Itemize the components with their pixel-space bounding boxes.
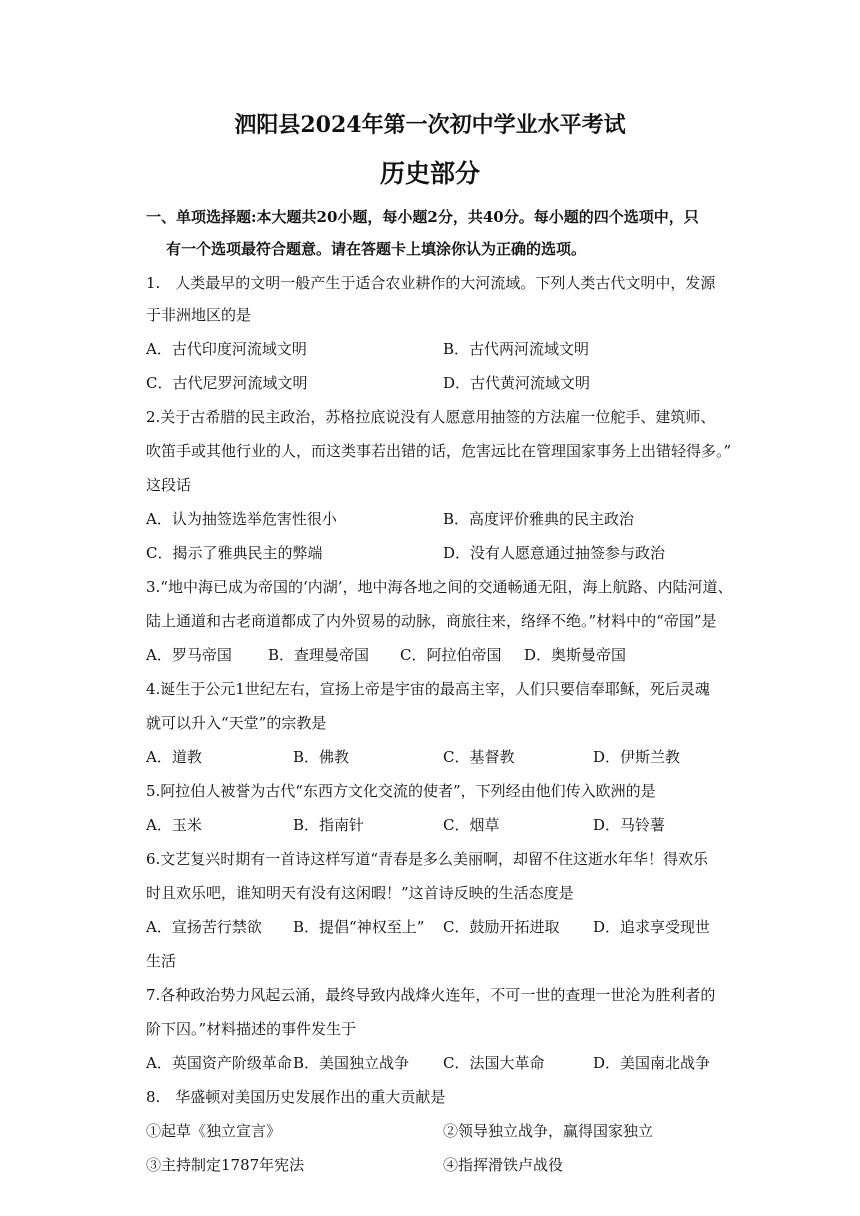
question-4-stem-line2: 就可以升入“天堂”的宗教是 bbox=[146, 714, 327, 732]
question-2-stem-line3: 这段话 bbox=[146, 476, 192, 494]
question-3-option-c: C．阿拉伯帝国 bbox=[400, 646, 502, 664]
question-5-option-a: A．玉米 bbox=[146, 816, 202, 834]
question-8-item-3: ③主持制定1787年宪法 bbox=[146, 1156, 305, 1174]
section-heading-line1: 一、单项选择题:本大题共20小题，每小题2分，共40分。每小题的四个选项中，只 bbox=[146, 208, 699, 226]
question-1-stem-line1: 1. 人类最早的文明一般产生于适合农业耕作的大河流域。下列人类古代文明中，发源 bbox=[146, 274, 716, 292]
question-7-stem-line1: 7.各种政治势力风起云涌，最终导致内战烽火连年，不可一世的查理一世沦为胜利者的 bbox=[146, 986, 716, 1004]
question-5-option-b: B．指南针 bbox=[293, 816, 365, 834]
question-5-option-d: D．马铃薯 bbox=[593, 816, 666, 834]
question-2-option-d: D．没有人愿意通过抽签参与政治 bbox=[443, 544, 666, 562]
question-6-stem-line1: 6.文艺复兴时期有一首诗这样写道“青春是多么美丽啊，却留不住这逝水年华！得欢乐 bbox=[146, 850, 708, 868]
question-8-item-2: ②领导独立战争，赢得国家独立 bbox=[443, 1122, 654, 1140]
question-1-option-a: A．古代印度河流域文明 bbox=[146, 340, 307, 358]
question-6-option-d: D．追求享受现世 bbox=[593, 918, 711, 936]
question-5-stem-line1: 5.阿拉伯人被誉为古代“东西方文化交流的使者”，下列经由他们传入欧洲的是 bbox=[146, 782, 656, 800]
question-4-stem-line1: 4.诞生于公元1世纪左右，宣扬上帝是宇宙的最高主宰，人们只要信奉耶稣，死后灵魂 bbox=[146, 680, 710, 698]
question-2-option-b: B．高度评价雅典的民主政治 bbox=[443, 510, 635, 528]
question-7-option-c: C．法国大革命 bbox=[443, 1054, 545, 1072]
question-3-stem-line1: 3.“地中海已成为帝国的‘内湖’，地中海各地之间的交通畅通无阻，海上航路、内陆河道、 bbox=[146, 578, 733, 596]
question-1-option-b: B．古代两河流域文明 bbox=[443, 340, 590, 358]
question-8-stem-line1: 8. 华盛顿对美国历史发展作出的重大贡献是 bbox=[146, 1088, 446, 1106]
question-6-stem-line2: 时且欢乐吧，谁知明天有没有这闲暇！”这首诗反映的生活态度是 bbox=[146, 884, 574, 902]
question-4-option-a: A．道教 bbox=[146, 748, 202, 766]
question-2-stem-line2: 吹笛手或其他行业的人，而这类事若出错的话，危害远比在管理国家事务上出错轻得多。” bbox=[146, 442, 732, 460]
question-1-stem-line2: 于非洲地区的是 bbox=[146, 306, 252, 324]
question-7-option-b: B．美国独立战争 bbox=[293, 1054, 410, 1072]
question-3-option-b: B．查理曼帝国 bbox=[268, 646, 370, 664]
question-7-option-a: A．英国资产阶级革命 bbox=[146, 1054, 292, 1072]
question-2-stem-line1: 2.关于古希腊的民主政治，苏格拉底说没有人愿意用抽签的方法雇一位舵手、建筑师、 bbox=[146, 408, 716, 426]
question-6-option-a: A．宣扬苦行禁欲 bbox=[146, 918, 262, 936]
question-3-stem-line2: 陆上通道和古老商道都成了内外贸易的动脉，商旅往来，络绎不绝。”材料中的“帝国”是 bbox=[146, 612, 717, 630]
exam-subtitle: 历史部分 bbox=[379, 159, 480, 188]
question-4-option-c: C．基督教 bbox=[443, 748, 515, 766]
question-1-option-c: C．古代尼罗河流域文明 bbox=[146, 374, 308, 392]
question-6-option-b: B．提倡“神权至上” bbox=[293, 918, 425, 936]
question-8-item-1: ①起草《独立宣言》 bbox=[146, 1122, 282, 1140]
question-4-option-d: D．伊斯兰教 bbox=[593, 748, 681, 766]
question-8-item-4: ④指挥滑铁卢战役 bbox=[443, 1156, 564, 1174]
exam-title: 泗阳县2024年第一次初中学业水平考试 bbox=[234, 112, 626, 138]
question-2-option-a: A．认为抽签选举危害性很小 bbox=[146, 510, 337, 528]
question-5-option-c: C．烟草 bbox=[443, 816, 500, 834]
question-7-stem-line2: 阶下囚。”材料描述的事件发生于 bbox=[146, 1020, 357, 1038]
question-2-option-c: C．揭示了雅典民主的弊端 bbox=[146, 544, 323, 562]
question-4-option-b: B．佛教 bbox=[293, 748, 350, 766]
question-3-option-a: A．罗马帝国 bbox=[146, 646, 232, 664]
question-3-option-d: D．奥斯曼帝国 bbox=[524, 646, 627, 664]
question-7-option-d: D．美国南北战争 bbox=[593, 1054, 711, 1072]
question-6-option-c: C．鼓励开拓进取 bbox=[443, 918, 560, 936]
section-heading-line2: 有一个选项最符合题意。请在答题卡上填涂你认为正确的选项。 bbox=[166, 240, 587, 258]
question-6-option-d-wrap: 生活 bbox=[146, 952, 177, 970]
question-1-option-d: D．古代黄河流域文明 bbox=[443, 374, 591, 392]
